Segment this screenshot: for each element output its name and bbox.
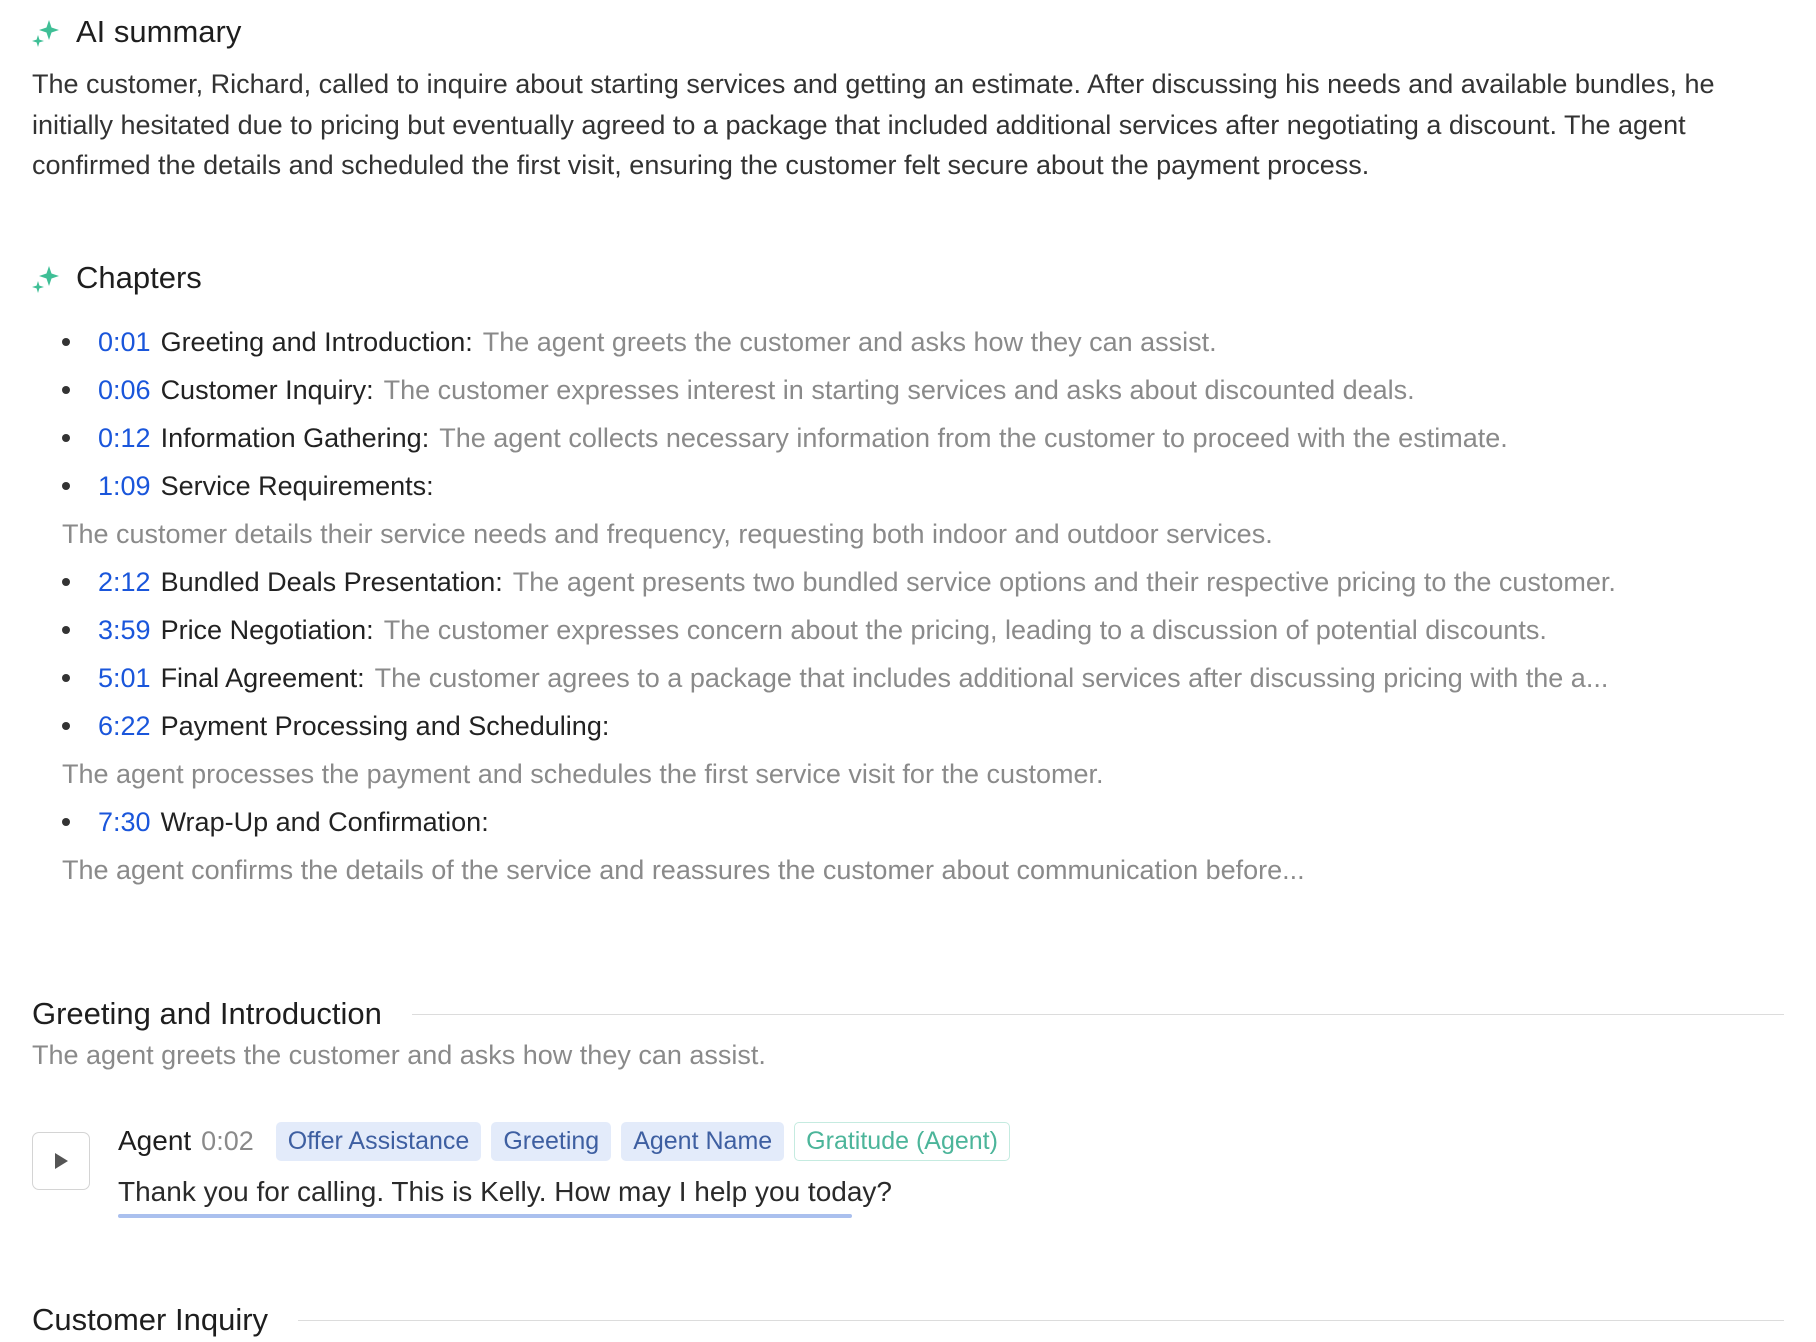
bullet-icon xyxy=(62,482,70,490)
chapter-title: Greeting and Introduction: xyxy=(160,327,473,357)
tag-badge[interactable]: Gratitude (Agent) xyxy=(794,1122,1010,1161)
bullet-icon xyxy=(62,338,70,346)
chapter-description: The customer expresses concern about the pricing, leading to a discussion of potential discounts. xyxy=(383,615,1547,645)
chapter-item xyxy=(62,414,1802,462)
chapter-timestamp-link[interactable]: 0:12 xyxy=(98,423,151,453)
play-icon xyxy=(53,1152,69,1170)
bullet-icon xyxy=(62,434,70,442)
chapter-timestamp-link[interactable]: 5:01 xyxy=(98,663,151,693)
chapter-title: Payment Processing and Scheduling: xyxy=(160,711,610,741)
topic-description: The agent greets the customer and asks how they can assist. xyxy=(32,1040,766,1070)
utterance-timestamp[interactable]: 0:02 xyxy=(201,1125,254,1156)
ai-summary-title: AI summary xyxy=(76,14,242,49)
topic-header xyxy=(32,1302,1784,1338)
ai-summary-text: The customer, Richard, called to inquire about starting services and getting an estimate. After discussing his needs and available bundles, he initially hesitated due to pricing but eventually agreed to a package that included additional services after negotiating a discount. The agent confirmed the details and scheduled the first visit, ensuring the customer felt secure about the payment process. xyxy=(32,69,1715,180)
chapter-timestamp-link[interactable]: 7:30 xyxy=(98,807,151,837)
chapter-description: The customer expresses interest in starting services and asks about discounted deals. xyxy=(383,375,1415,405)
chapter-item xyxy=(62,798,1802,894)
ai-summary-header xyxy=(32,14,241,50)
chapters-title: Chapters xyxy=(76,260,202,295)
chapter-description: The agent collects necessary information from the customer to proceed with the estimate. xyxy=(439,423,1508,453)
play-button[interactable] xyxy=(32,1132,90,1190)
chapter-title: Customer Inquiry: xyxy=(160,375,374,405)
chapter-description: The agent processes the payment and schedules the first service visit for the customer. xyxy=(62,759,1104,789)
utterance-text: Thank you for calling. This is Kelly. How may I help you today? xyxy=(118,1176,892,1207)
chapter-title: Bundled Deals Presentation: xyxy=(160,567,503,597)
bullet-icon xyxy=(62,674,70,682)
bullet-icon xyxy=(62,386,70,394)
chapter-title: Wrap-Up and Confirmation: xyxy=(160,807,489,837)
bullet-icon xyxy=(62,818,70,826)
bullet-icon xyxy=(62,578,70,586)
chapter-item xyxy=(62,702,1802,798)
chapter-description: The customer agrees to a package that includes additional services after discussing pricing with the a... xyxy=(374,663,1609,693)
chapter-title: Final Agreement: xyxy=(160,663,365,693)
chapter-list xyxy=(62,318,1802,894)
chapter-description: The agent greets the customer and asks how they can assist. xyxy=(482,327,1217,357)
chapter-timestamp-link[interactable]: 3:59 xyxy=(98,615,151,645)
chapter-item xyxy=(62,366,1802,414)
bullet-icon xyxy=(62,722,70,730)
topic-header xyxy=(32,996,1784,1032)
chapter-timestamp-link[interactable]: 6:22 xyxy=(98,711,151,741)
chapter-timestamp-link[interactable]: 0:01 xyxy=(98,327,151,357)
transcript-utterance xyxy=(32,1120,1020,1208)
speaker-name: Agent xyxy=(118,1125,192,1156)
chapter-timestamp-link[interactable]: 1:09 xyxy=(98,471,151,501)
tag-badge[interactable]: Greeting xyxy=(491,1122,611,1161)
chapter-description: The agent presents two bundled service options and their respective pricing to the customer. xyxy=(512,567,1616,597)
highlight-underline xyxy=(118,1214,852,1218)
topic-title: Customer Inquiry xyxy=(32,1302,269,1337)
chapter-description: The customer details their service needs and frequency, requesting both indoor and outdoor services. xyxy=(62,519,1273,549)
chapter-timestamp-link[interactable]: 0:06 xyxy=(98,375,151,405)
chapter-item xyxy=(62,558,1802,606)
chapter-item xyxy=(62,462,1802,558)
chapter-item xyxy=(62,318,1802,366)
chapters-header xyxy=(32,260,202,296)
utterance-text-container xyxy=(118,1176,1020,1208)
tag-badge[interactable]: Agent Name xyxy=(621,1122,784,1161)
tag-badge[interactable]: Offer Assistance xyxy=(276,1122,482,1161)
chapter-item xyxy=(62,606,1802,654)
topic-title: Greeting and Introduction xyxy=(32,996,382,1031)
chapter-title: Service Requirements: xyxy=(160,471,434,501)
chapter-timestamp-link[interactable]: 2:12 xyxy=(98,567,151,597)
divider xyxy=(412,1014,1784,1015)
sparkle-icon xyxy=(32,17,62,47)
chapter-description: The agent confirms the details of the service and reassures the customer about communication before... xyxy=(62,855,1305,885)
chapter-title: Price Negotiation: xyxy=(160,615,374,645)
chapter-title: Information Gathering: xyxy=(160,423,430,453)
divider xyxy=(298,1320,1784,1321)
sparkle-icon xyxy=(32,263,62,293)
bullet-icon xyxy=(62,626,70,634)
chapter-item xyxy=(62,654,1802,702)
